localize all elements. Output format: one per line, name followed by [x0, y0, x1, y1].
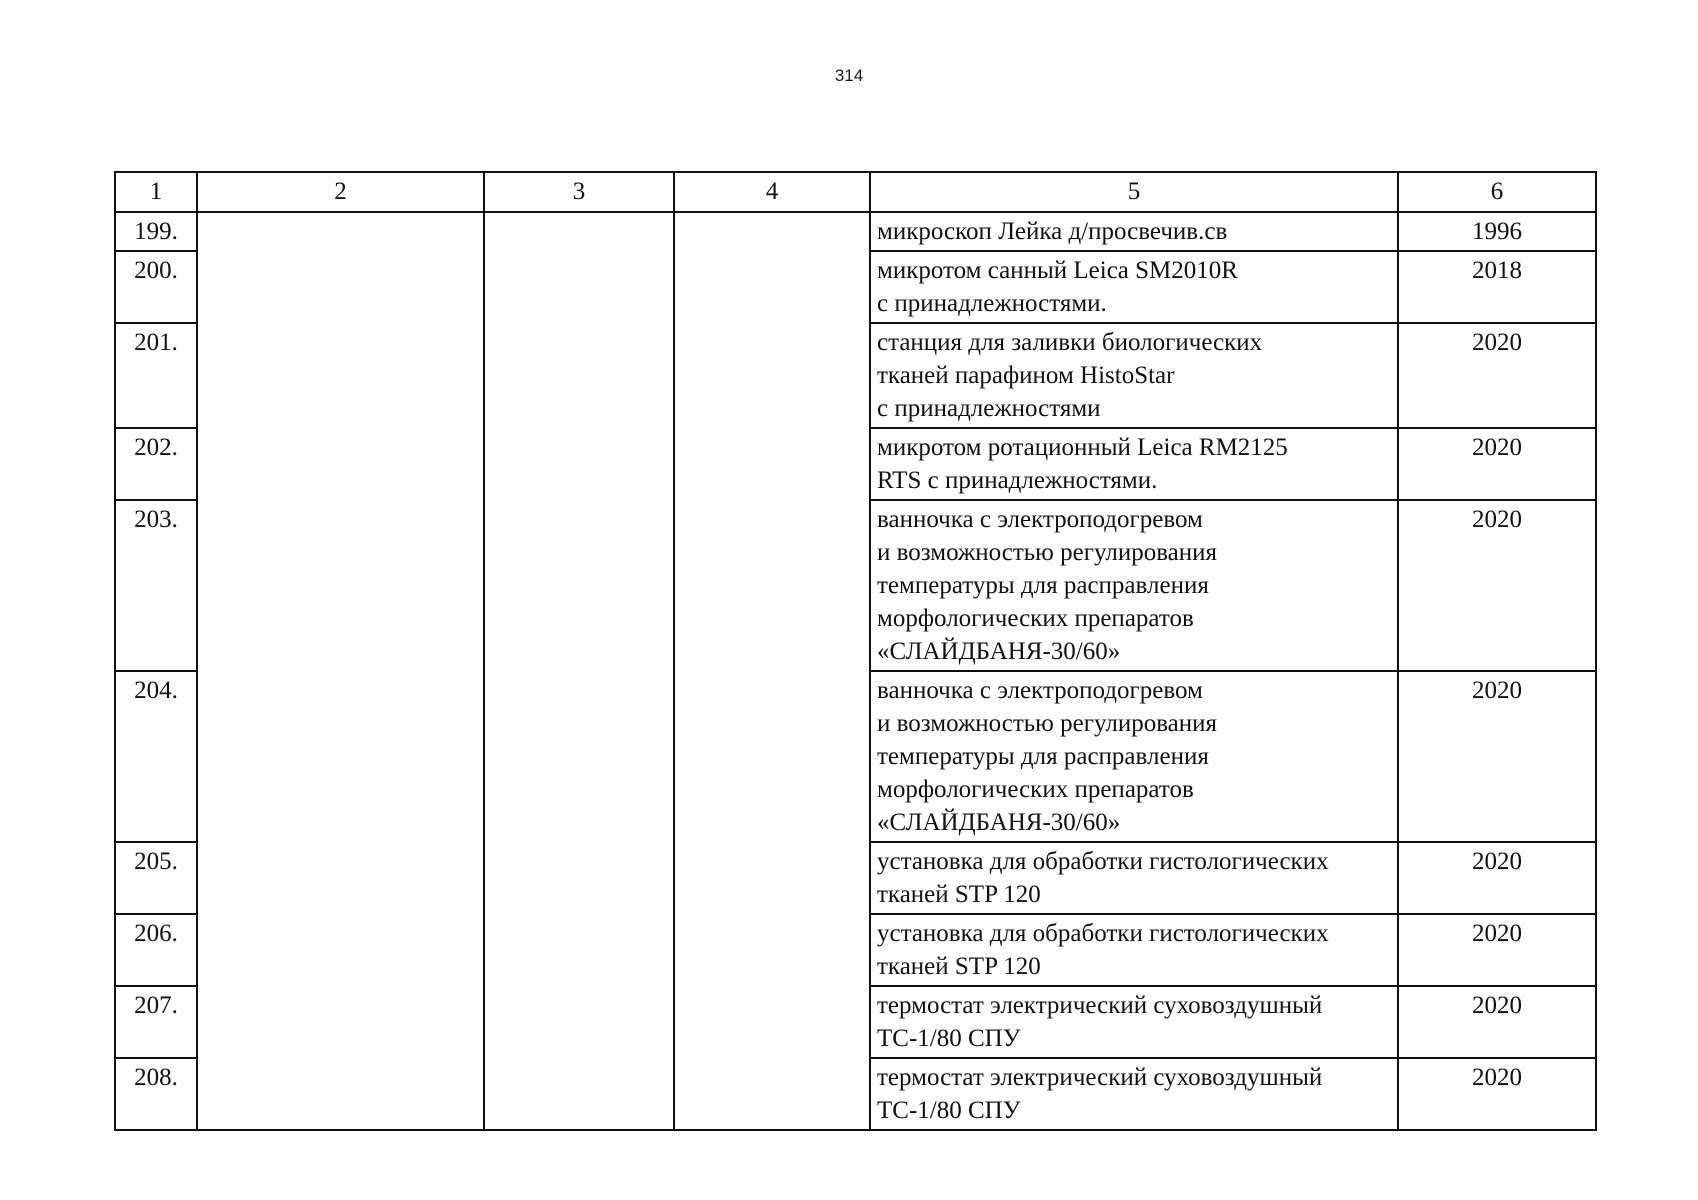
column-header: 1: [115, 172, 197, 212]
table-body: [115, 212, 1596, 1130]
column-header: 5: [870, 172, 1398, 212]
year-cell: 1996: [1398, 212, 1596, 251]
equipment-name: ванночка с электроподогревом и возможностью регулирования температуры для расправления морфологических препаратов «СЛАЙДБАНЯ-30/60»: [870, 671, 1398, 842]
equipment-name: ванночка с электроподогревом и возможностью регулирования температуры для расправления морфологических препаратов «СЛАЙДБАНЯ-30/60»: [870, 500, 1398, 671]
equipment-name: станция для заливки биологических тканей парафином HistoStar с принадлежностями: [870, 323, 1398, 428]
row-number: 200.: [115, 251, 197, 323]
column-header: 4: [674, 172, 870, 212]
header-row: [115, 172, 1596, 212]
year-cell: 2020: [1398, 1058, 1596, 1130]
column-header: 6: [1398, 172, 1596, 212]
equipment-table: [114, 171, 1597, 1131]
column-header: 3: [484, 172, 674, 212]
year-cell: 2020: [1398, 500, 1596, 671]
year-cell: 2020: [1398, 914, 1596, 986]
column-3-cell: [484, 212, 674, 1130]
year-cell: 2020: [1398, 428, 1596, 500]
row-number: 207.: [115, 986, 197, 1058]
equipment-name: термостат электрический суховоздушный ТС-1/80 СПУ: [870, 1058, 1398, 1130]
year-cell: 2020: [1398, 671, 1596, 842]
equipment-name: микротом ротационный Leica RM2125 RTS с принадлежностями.: [870, 428, 1398, 500]
row-number: 205.: [115, 842, 197, 914]
equipment-name: термостат электрический суховоздушный ТС-1/80 СПУ: [870, 986, 1398, 1058]
row-number: 206.: [115, 914, 197, 986]
row-number: 199.: [115, 212, 197, 251]
row-number: 202.: [115, 428, 197, 500]
column-2-cell: [197, 212, 484, 1130]
column-4-cell: [674, 212, 870, 1130]
row-number: 204.: [115, 671, 197, 842]
page-number: 314: [834, 66, 864, 85]
row-number: 201.: [115, 323, 197, 428]
table-row: [115, 212, 1596, 251]
equipment-name: установка для обработки гистологических тканей STP 120: [870, 914, 1398, 986]
year-cell: 2020: [1398, 986, 1596, 1058]
row-number: 208.: [115, 1058, 197, 1130]
row-number: 203.: [115, 500, 197, 671]
year-cell: 2020: [1398, 323, 1596, 428]
table-header: [115, 172, 1596, 212]
equipment-name: установка для обработки гистологических тканей STP 120: [870, 842, 1398, 914]
equipment-name: микротом санный Leica SM2010R с принадлежностями.: [870, 251, 1398, 323]
equipment-name: микроскоп Лейка д/просвечив.св: [870, 212, 1398, 251]
year-cell: 2020: [1398, 842, 1596, 914]
column-header: 2: [197, 172, 484, 212]
year-cell: 2018: [1398, 251, 1596, 323]
